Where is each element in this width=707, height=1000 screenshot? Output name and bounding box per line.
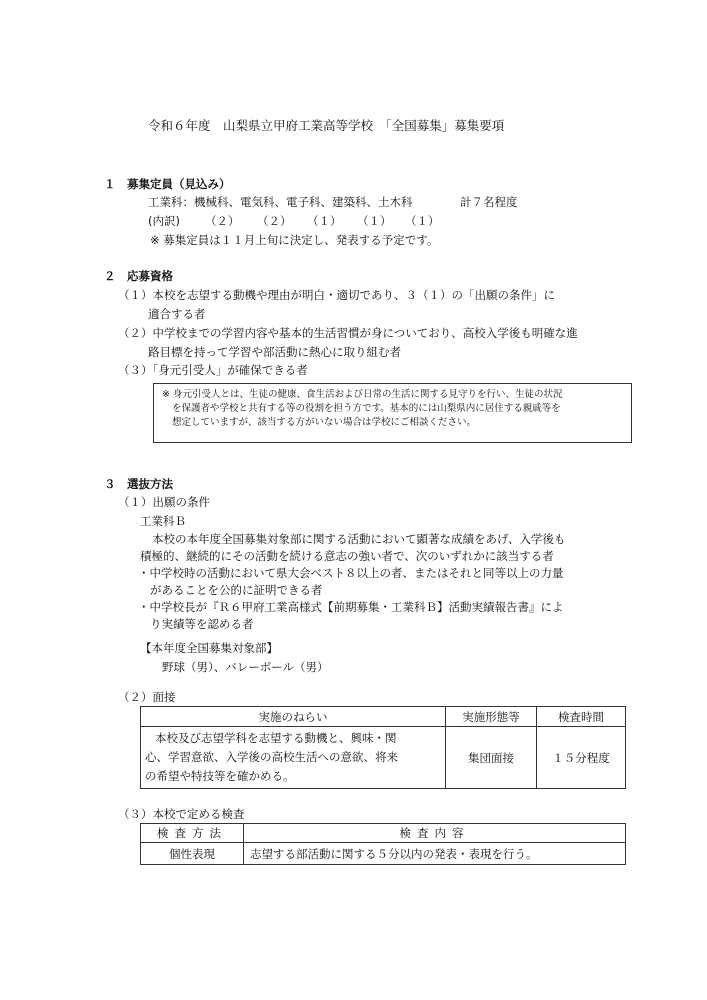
capacity-note: ※ 募集定員は１１月上旬に決定し、発表する予定です。: [150, 233, 439, 247]
condition-line: があることを公的に証明できる者: [150, 583, 323, 597]
table-header: 実施形態等: [446, 707, 537, 727]
section-2-heading: ２ 応募資格: [104, 269, 173, 283]
interview-time: １５分程度: [537, 727, 626, 789]
exam-table: [140, 823, 626, 865]
exam-content: 志望する部活動に関する５分以内の発表・表現を行う。: [244, 843, 626, 865]
aim-line: 本校及び志望学科を志望する動機と、興味・関: [155, 731, 397, 745]
breakdown-value: （１）: [405, 214, 440, 228]
breakdown-value: （２）: [257, 214, 292, 228]
guarantor-note-line: 想定していますが、該当する方がいない場合は学校にご相談ください。: [172, 417, 477, 428]
interview-table: [140, 706, 626, 789]
breakdown-value: （１）: [307, 214, 342, 228]
sub-heading-application: （１）出願の条件: [118, 495, 210, 509]
target-clubs: 野球（男）、バレーボール（男）: [162, 660, 329, 674]
breakdown-label: (内訳): [148, 214, 180, 228]
table-header: 検査方法: [141, 824, 244, 843]
guarantor-note-line: を保護者や学校と共有する等の役割を担う方です。基本的には山梨県内に居住する親戚等を: [172, 403, 561, 414]
total-capacity: 計７名程度: [460, 195, 518, 209]
interview-format: 集団面接: [446, 727, 537, 789]
eligibility-item: （２）中学校までの学習内容や基本的生活習慣が身についており、高校入学後も明確な進: [118, 326, 578, 340]
breakdown-value: （１）: [357, 214, 392, 228]
condition-line: ・中学校時の活動において県大会ベスト８以上の者、またはそれと同等以上の力量: [138, 566, 564, 580]
guarantor-note-box: [153, 383, 632, 443]
table-header: 検査内容: [244, 824, 626, 843]
condition-line: 本校の本年度全国募集対象部に関する活動において顕著な成績をあげ、入学後も: [152, 532, 566, 546]
table-header: 実施のねらい: [141, 707, 446, 727]
table-header: 検査時間: [537, 707, 626, 727]
condition-line: り実績等を認める者: [150, 617, 254, 631]
sub-heading-exam: （３）本校で定める検査: [118, 807, 245, 821]
breakdown-value: （２）: [205, 214, 240, 228]
eligibility-item-cont: 路目標を持って学習や部活動に熱心に取り組む者: [148, 345, 401, 359]
eligibility-item: （１）本校を志望する動機や理由が明白・適切であり、３（１）の「出願の条件」に: [118, 288, 555, 302]
interview-aim-cell: [141, 727, 446, 789]
departments-text: 工業科：機械科、電気科、電子科、建築科、土木科: [148, 195, 413, 209]
eligibility-item-cont: 適合する者: [148, 307, 206, 321]
eligibility-item: （３）「身元引受人」が確保できる者: [118, 363, 308, 377]
condition-line: ・中学校長が『Ｒ６甲府工業高様式【前期募集・工業科Ｂ】活動実績報告書』によ: [138, 600, 564, 614]
section-1-heading: １ 募集定員（見込み）: [104, 177, 231, 191]
aim-line: 心、学習意欲、入学後の高校生活への意欲、将来: [145, 750, 398, 764]
condition-line: 積極的、継続的にその活動を続ける意志の強い者で、次のいずれかに該当する者: [140, 549, 554, 563]
aim-line: の希望や特技等を確かめる。: [145, 769, 295, 783]
section-3-heading: ３ 選抜方法: [104, 477, 173, 491]
target-clubs-heading: 【本年度全国募集対象部】: [140, 641, 278, 655]
guarantor-note-line: ※ 身元引受人とは、生徒の健康、食生活および日常の生活に関する見守りを行い、生徒の状況: [162, 389, 563, 400]
exam-method: 個性表現: [141, 843, 244, 865]
page-title: 令和６年度 山梨県立甲府工業高等学校 「全国募集」募集要項: [148, 118, 505, 133]
sub-heading-interview: （２）面接: [118, 690, 176, 704]
course-label: 工業科Ｂ: [140, 514, 186, 528]
